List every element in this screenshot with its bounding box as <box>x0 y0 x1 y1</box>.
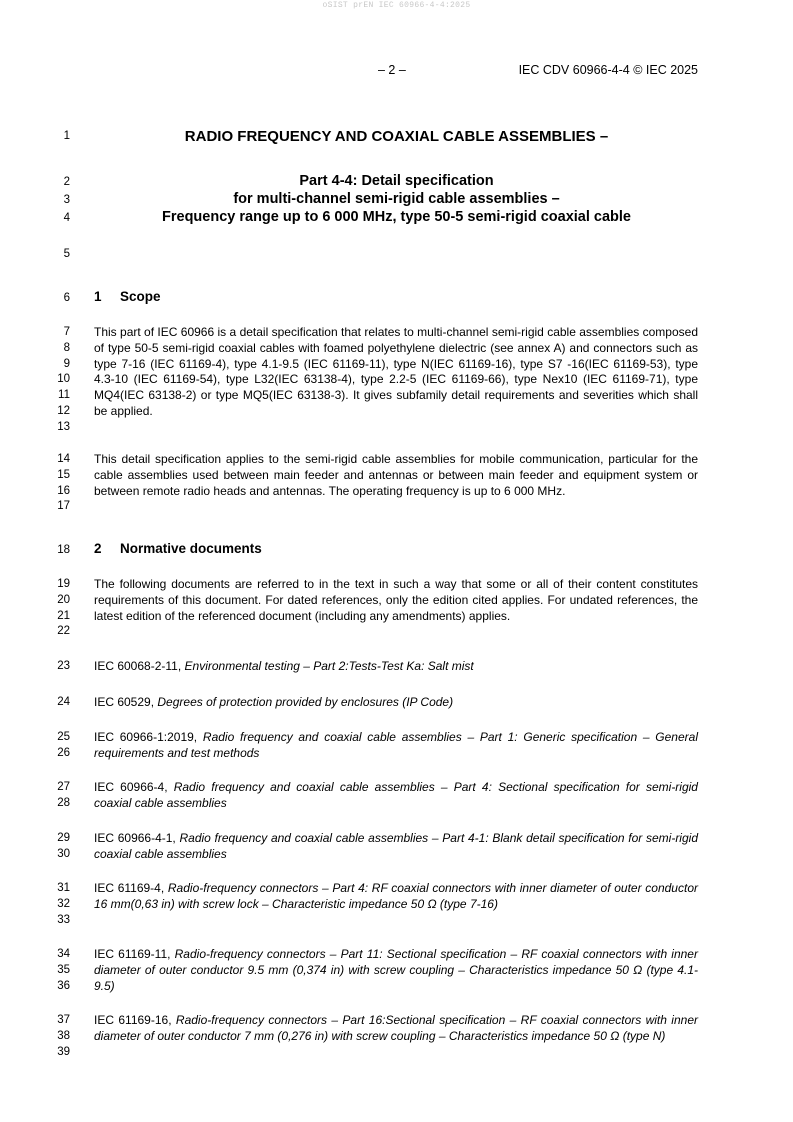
part-title-line-2: for multi-channel semi-rigid cable assemblies – <box>233 191 560 207</box>
reference-title: Radio frequency and coaxial cable assemblies – Part 1: Generic specification – General requirements and test methods <box>94 730 698 760</box>
line-number: 2 <box>63 176 70 188</box>
reference-item <box>94 947 698 994</box>
reference-id: IEC 61169-16, <box>94 1013 172 1027</box>
main-title: RADIO FREQUENCY AND COAXIAL CABLE ASSEMBLIES – <box>184 128 609 145</box>
line-number-group: 25 26 <box>57 731 70 759</box>
section-number: 1 <box>94 289 102 304</box>
reference-id: IEC 60966-1:2019, <box>94 730 198 744</box>
reference-id: IEC 60529, <box>94 695 155 709</box>
line-number-group: 31 32 33 <box>57 882 70 926</box>
section-heading-scope <box>94 289 161 304</box>
line-number: 6 <box>63 292 70 304</box>
reference-item <box>94 659 698 675</box>
line-number: 4 <box>63 212 70 224</box>
reference-item <box>94 730 698 762</box>
section-number: 2 <box>94 541 102 556</box>
reference-title: Radio-frequency connectors – Part 11: Sectional specification – RF coaxial connectors with inner diameter of outer conductor 9.5 mm (0,374 in) with screw coupling – Characteristics impedance 50 Ω (type 4.1-9.5) <box>94 947 698 993</box>
line-number-group: 29 30 <box>57 832 70 860</box>
reference-item <box>94 780 698 812</box>
line-number-group: 27 28 <box>57 781 70 809</box>
scope-paragraph-1: This part of IEC 60966 is a detail specification that relates to multi-channel semi-rigid cable assemblies composed of type 50-5 semi-rigid coaxial cables with foamed polyethylene dielectric (see annex A) and connectors such as type 7-16 (IEC 61169-4), type 4.1-9.5 (IEC 61169-11), type N(IEC 61169-16), type S7 -16(IEC 61169-53), type 4.3-10 (IEC 61169-54), type L32(IEC 63138-4), type 2.2-5 (IEC 61169-66), type Nex10 (IEC 61169-71), type MQ4(IEC 63138-2) or type MQ5(IEC 63138-3). It gives subfamily detail requirements and severities which shall be applied. <box>94 325 698 418</box>
part-title-line-3: Frequency range up to 6 000 MHz, type 50-5 semi-rigid coaxial cable <box>162 209 631 225</box>
scope-paragraph-2: This detail specification applies to the semi-rigid cable assemblies for mobile communication, particular for the cable assemblies used between main feeder and antennas or between main feeder and equipment system or between remote radio heads and antennas. The operating frequency is up to 6 000 MHz. <box>94 452 698 498</box>
line-number: 24 <box>57 696 70 708</box>
reference-title: Radio frequency and coaxial cable assemblies – Part 4-1: Blank detail specification for semi-rigid coaxial cable assemblies <box>94 831 698 861</box>
reference-item <box>94 881 698 913</box>
reference-title: Environmental testing – Part 2:Tests-Test Ka: Salt mist <box>184 659 474 673</box>
section-heading-normative <box>94 541 262 556</box>
reference-item <box>94 831 698 863</box>
line-number-group: 37 38 39 <box>57 1014 70 1058</box>
line-number: 18 <box>57 544 70 556</box>
reference-id: IEC 60966-4, <box>94 780 168 794</box>
watermark: oSIST prEN IEC 60966-4-4:2025 <box>322 1 471 10</box>
reference-id: IEC 61169-11, <box>94 947 171 961</box>
reference-item <box>94 1013 698 1045</box>
line-number-group: 34 35 36 <box>57 948 70 992</box>
document-id: IEC CDV 60966-4-4 © IEC 2025 <box>518 63 698 77</box>
line-number: 1 <box>63 130 70 142</box>
reference-title: Radio-frequency connectors – Part 4: RF coaxial connectors with inner diameter of outer conductor 16 mm(0,63 in) with screw lock – Characteristic impedance 50 Ω (type 7-16) <box>94 881 698 911</box>
page-number: – 2 – <box>378 63 406 77</box>
normative-intro: The following documents are referred to in the text in such a way that some or all of their content constitutes requirements of this document. For dated references, only the edition cited applies. For undated references, the latest edition of the referenced document (including any amendments) applies. <box>94 577 698 623</box>
section-title: Scope <box>120 289 161 304</box>
line-number: 3 <box>63 194 70 206</box>
reference-id: IEC 60966-4-1, <box>94 831 176 845</box>
part-title-line-1: Part 4-4: Detail specification <box>299 173 494 189</box>
reference-id: IEC 60068-2-11, <box>94 659 182 673</box>
line-number: 23 <box>57 660 70 672</box>
reference-id: IEC 61169-4, <box>94 881 165 895</box>
reference-title: Degrees of protection provided by enclosures (IP Code) <box>157 695 454 709</box>
line-number-group: 7 8 9 10 11 12 13 <box>57 326 70 433</box>
section-title: Normative documents <box>120 541 262 556</box>
line-number-group: 14 15 16 17 <box>57 453 70 513</box>
reference-title: Radio frequency and coaxial cable assemblies – Part 4: Sectional specification for semi-rigid coaxial cable assemblies <box>94 780 698 810</box>
reference-item <box>94 695 698 711</box>
line-number-group: 19 20 21 22 <box>57 578 70 638</box>
line-number: 5 <box>63 248 70 260</box>
reference-title: Radio-frequency connectors – Part 16:Sectional specification – RF coaxial connectors with inner diameter of outer conductor 7 mm (0,276 in) with screw coupling – Characteristics impedance 50 Ω (type N) <box>94 1013 698 1043</box>
